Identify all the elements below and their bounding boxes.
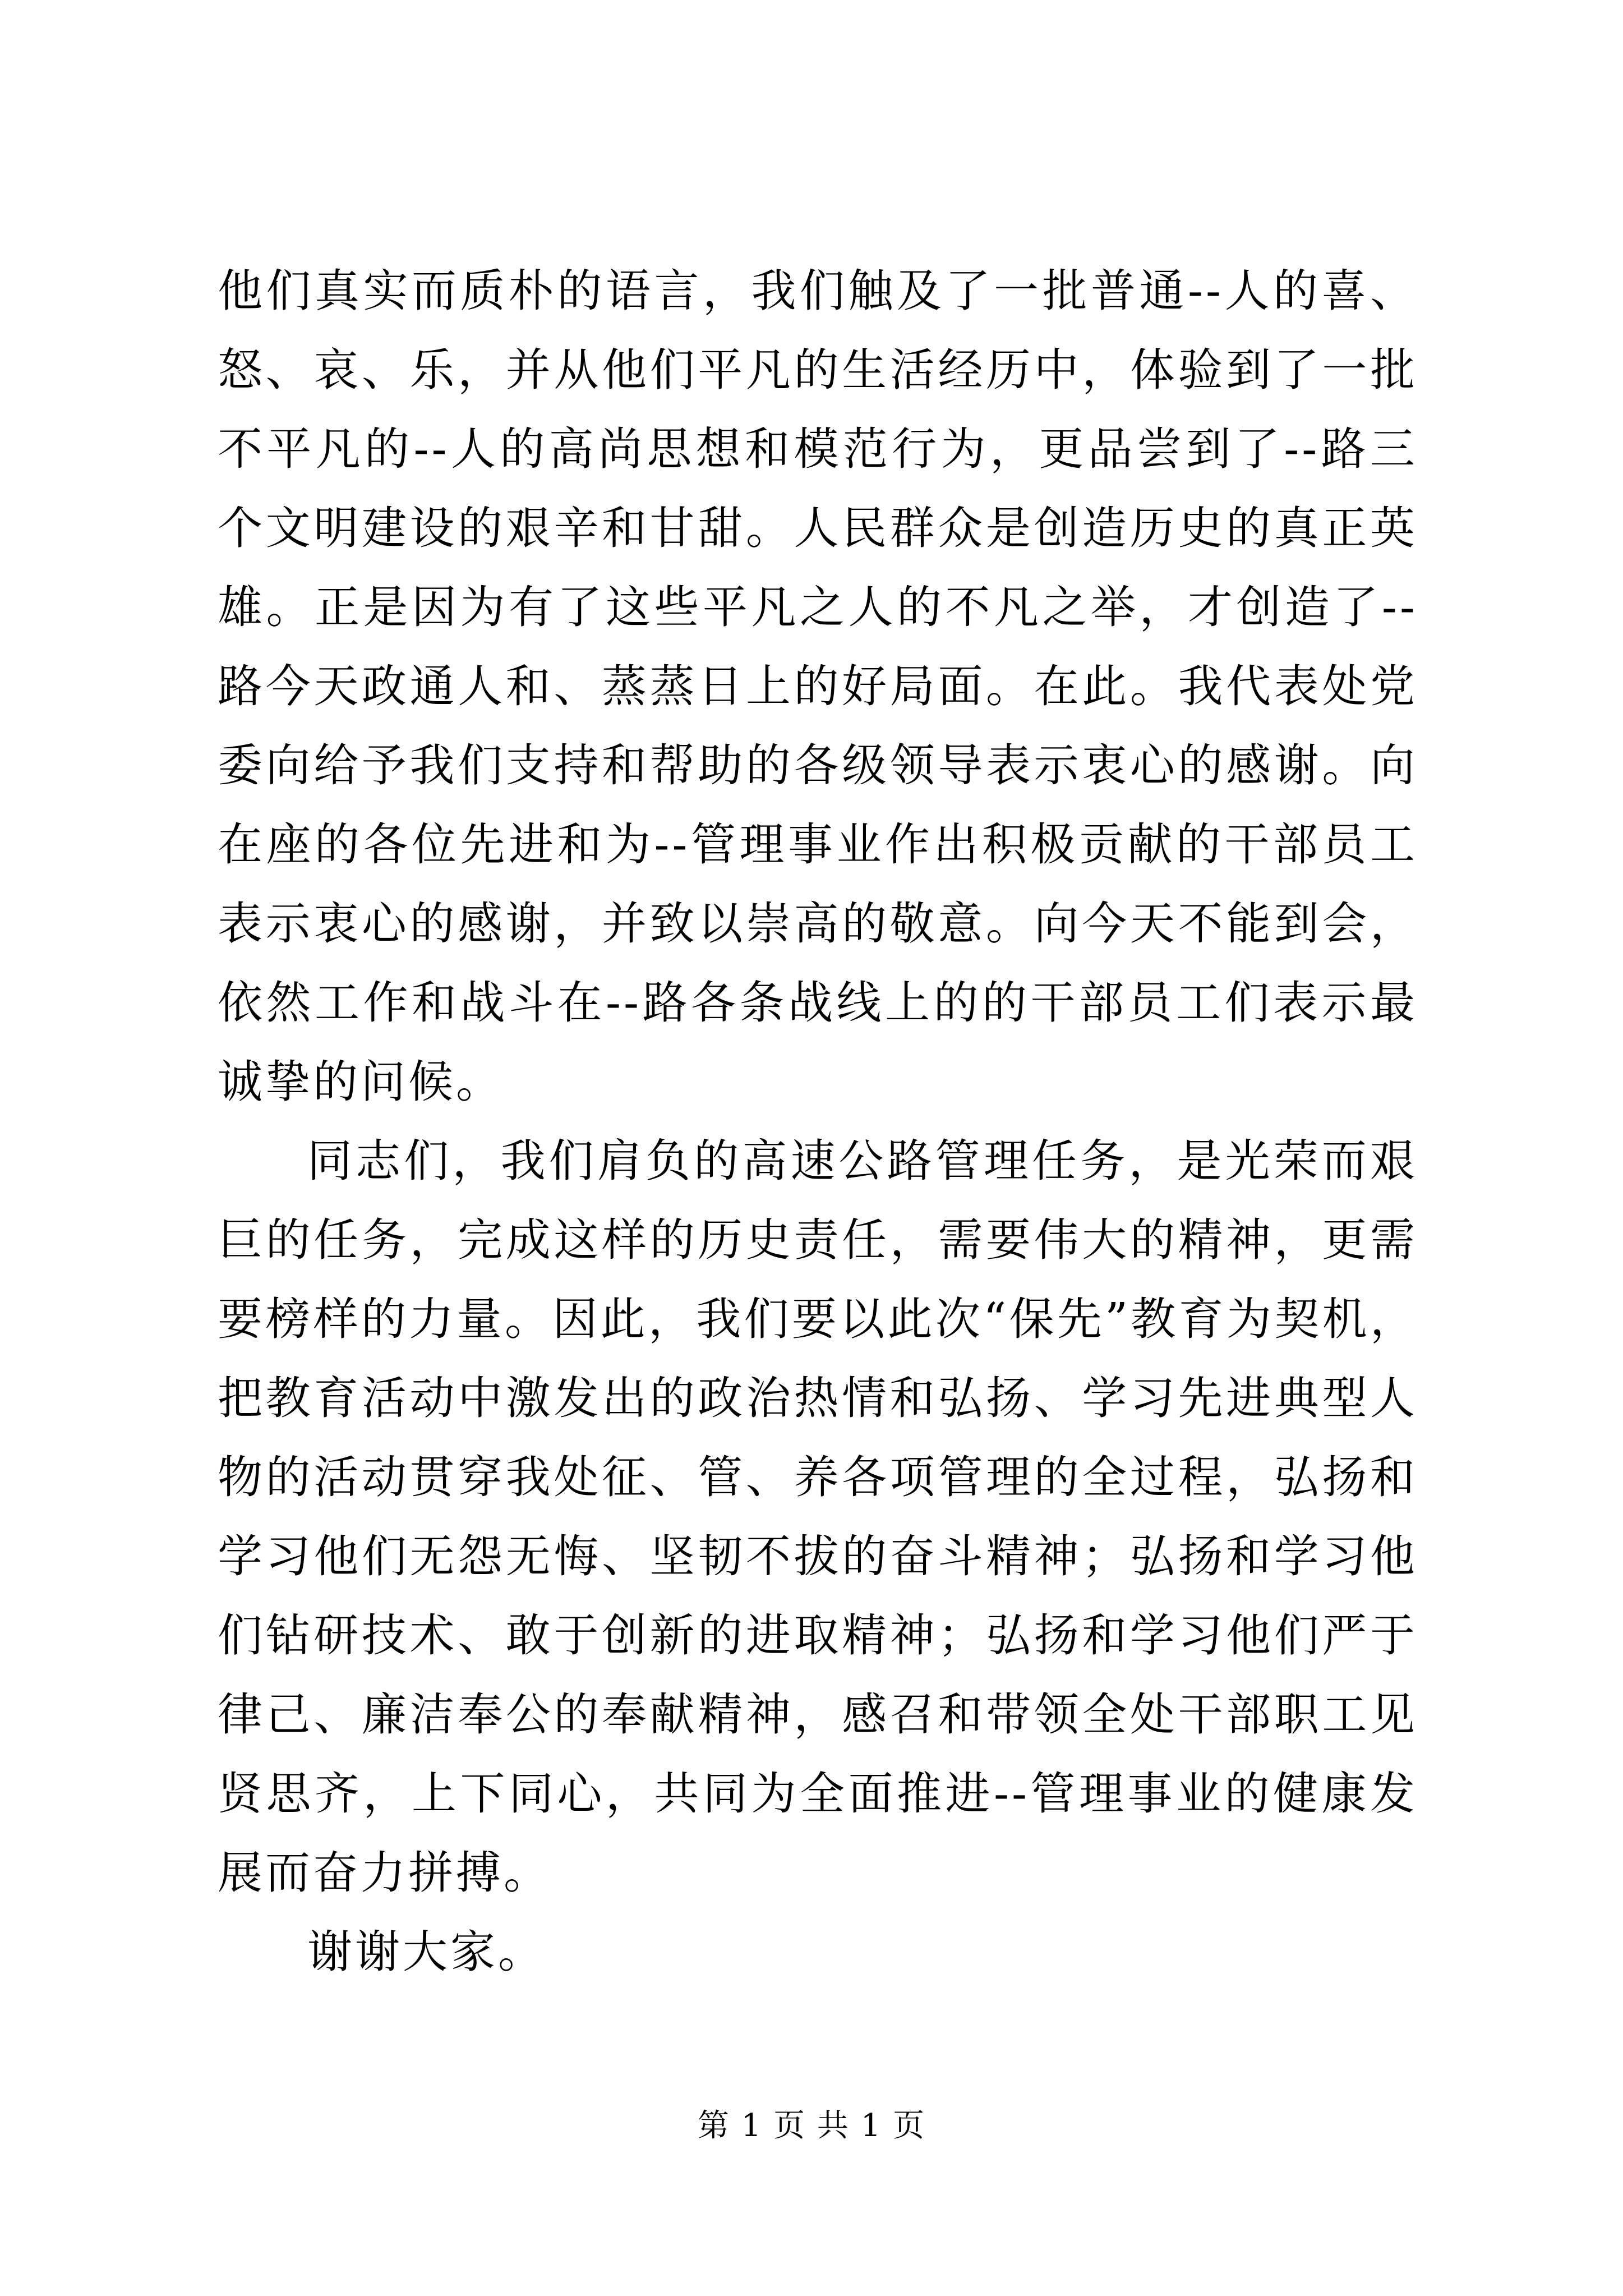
paragraph-closing: 谢谢大家。 xyxy=(307,1926,546,1978)
page-number-footer: 第 1 页 共 1 页 xyxy=(697,2108,926,2144)
paragraph-acknowledgements: 他们真实而质朴的语言，我们触及了一批普通--人的喜、怒、哀、乐，并从他们平凡的生活经历中，体验到了一批不平凡的--人的高尚思想和模范行为，更品尝到了--路三个文明建设的艰辛和甘甜。人民群众是创造历史的真正英雄。正是因为有了这些平凡之人的不凡之举，才创造了--路今天政通人和、蒸蒸日上的好局面。在此。我代表处党委向给予我们支持和帮助的各级领导表示衷心的感谢。向在座的各位先进和为--管理事业作出积极贡献的干部员工表示衷心的感谢，并致以崇高的敬意。向今天不能到会，依然工作和战斗在--路各条战线上的的干部员工们表示最诚挚的问候。 xyxy=(218,265,1418,1108)
document-body xyxy=(218,251,1418,1991)
paragraph-call-to-action: 同志们，我们肩负的高速公路管理任务，是光荣而艰巨的任务，完成这样的历史责任，需要伟大的精神，更需要榜样的力量。因此，我们要以此次“保先”教育为契机，把教育活动中激发出的政治热情和弘扬、学习先进典型人物的活动贯穿我处征、管、养各项管理的全过程，弘扬和学习他们无怨无悔、坚韧不拔的奋斗精神；弘扬和学习他们钻研技术、敢于创新的进取精神；弘扬和学习他们严于律己、廉洁奉公的奉献精神，感召和带领全处干部职工见贤思齐，上下同心，共同为全面推进--管理事业的健康发展而奋力拼搏。 xyxy=(218,1135,1418,1899)
